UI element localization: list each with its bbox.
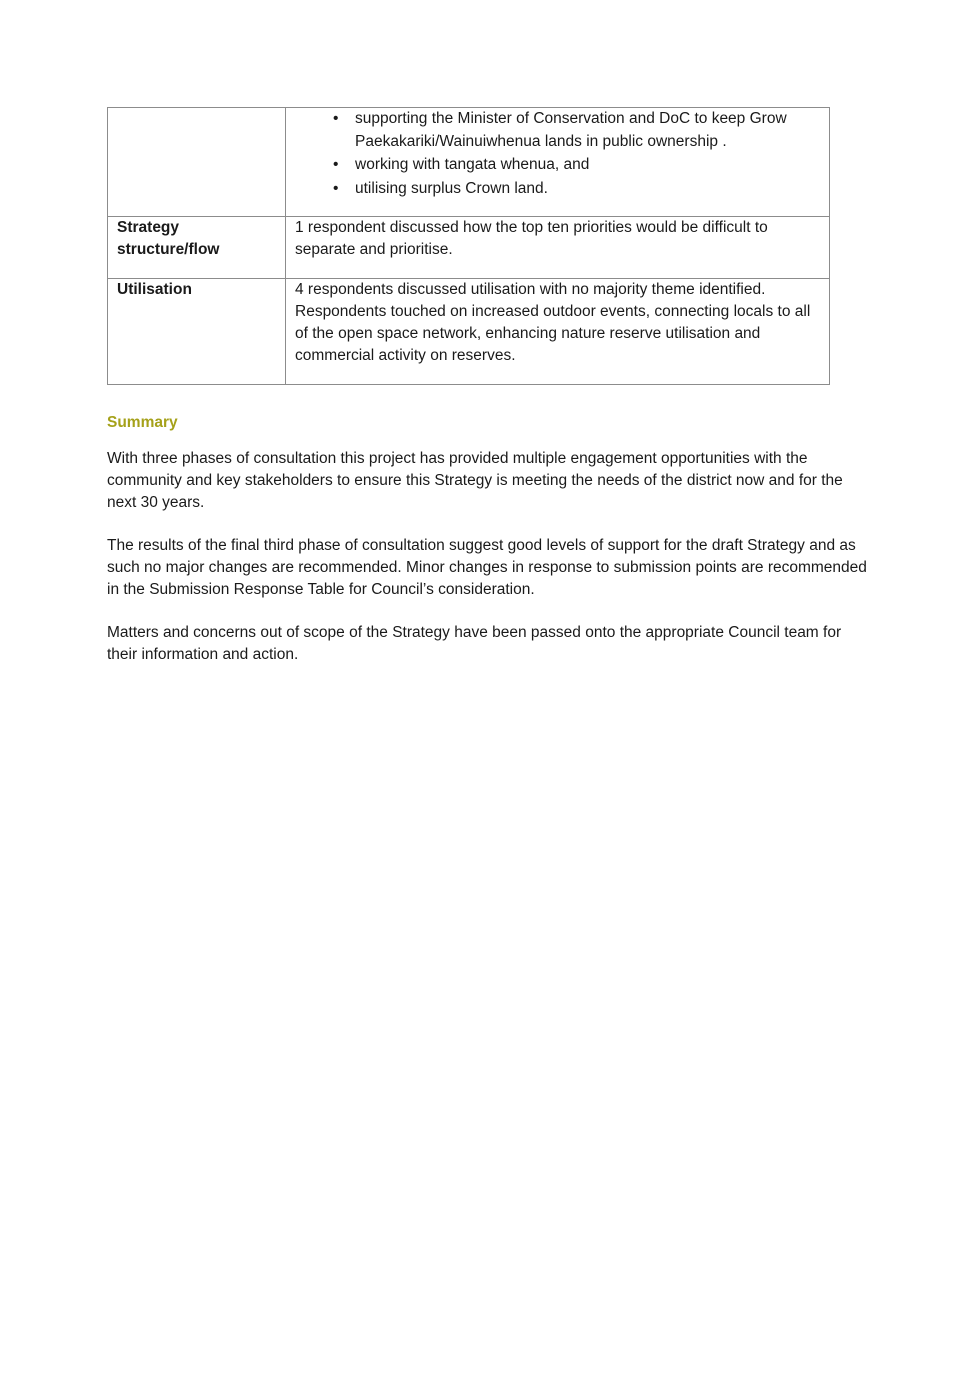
bullet-icon: • — [333, 156, 339, 173]
table-row — [108, 108, 830, 217]
summary-paragraph: Matters and concerns out of scope of the Strategy have been passed onto the appropriate Council team for their information and action. — [107, 624, 842, 663]
table-content-cell — [286, 279, 830, 385]
table-label-cell — [108, 217, 286, 279]
table-label-cell — [108, 108, 286, 217]
row-text: 4 respondents discussed utilisation with no majority theme identified. Respondents touched on increased outdoor events, connecting locals to all of the open space network, enhancing nature reserve utilisation and commercial activity on reserves. — [295, 281, 811, 364]
summary-paragraph: With three phases of consultation this project has provided multiple engagement opportunities with the community and key stakeholders to ensure this Strategy is meeting the needs of the district now and for the next 30 years. — [107, 450, 843, 511]
summary-heading: Summary — [107, 414, 178, 431]
table-row — [108, 279, 830, 385]
bullet-text: supporting the Minister of Conservation and DoC to keep Grow Paekakariki/Wainuiwhenua lands in public ownership . — [355, 110, 787, 150]
summary-paragraph: The results of the final third phase of consultation suggest good levels of support for the draft Strategy and as such no major changes are recommended. Minor changes in response to submission points are recommended in the Submission Response Table for Council’s consideration. — [107, 537, 867, 598]
table-content-cell — [286, 108, 830, 217]
bullet-list — [295, 108, 821, 200]
bullet-icon: • — [333, 179, 339, 197]
themes-table — [107, 107, 830, 385]
row-label: Strategy structure/flow — [117, 219, 220, 258]
list-item — [295, 154, 821, 177]
table-row — [108, 217, 830, 279]
table-content-cell — [286, 217, 830, 279]
list-item — [295, 108, 821, 153]
list-item — [295, 178, 821, 201]
row-text: 1 respondent discussed how the top ten priorities would be difficult to separate and prioritise. — [295, 219, 768, 258]
bullet-text: working with tangata whenua, and — [355, 156, 590, 173]
bullet-icon: • — [333, 110, 339, 127]
table-label-cell — [108, 279, 286, 385]
row-label: Utilisation — [117, 281, 192, 298]
bullet-text: utilising surplus Crown land. — [355, 179, 548, 197]
